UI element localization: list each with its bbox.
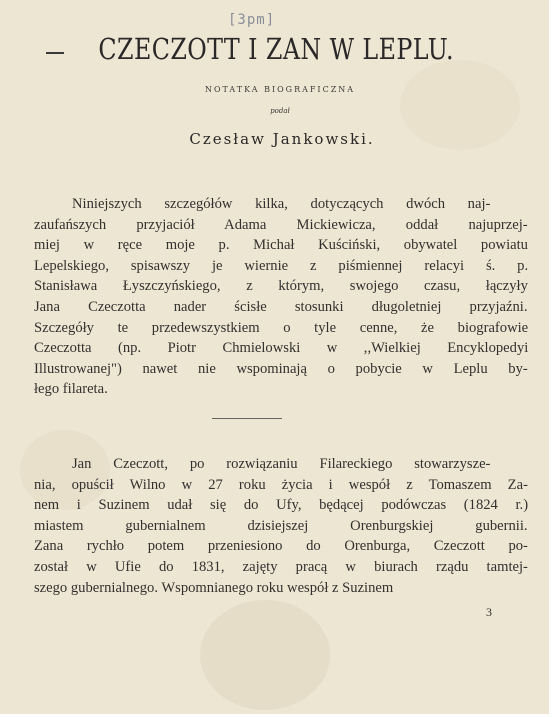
document-subtitle: NOTATKA BIOGRAFICZNA (204, 85, 356, 94)
byline-label: podał (270, 107, 290, 115)
text-line: został w Ufie do 1831, zajęty pracą w biurach rządu tamtej- (34, 558, 528, 575)
text-line: Niniejszych szczegółów kilka, dotyczących dwóch naj- (72, 196, 491, 212)
paragraph-intro (34, 194, 528, 400)
text-line: szego gubernialnego. Wspomnianego roku wespół z Suzinem (34, 579, 394, 596)
text-line: Zana rychło potem przeniesiono do Orenburga, Czeczott po- (34, 538, 528, 555)
page-number: 3 (486, 605, 492, 619)
text-line: zaufańszych przyjaciół Adama Mickiewicza, oddał najuprzej- (34, 216, 528, 233)
pencil-annotation: [3pm] (228, 12, 276, 28)
text-line: łego filareta. (34, 381, 108, 398)
paragraph-main (34, 454, 528, 598)
text-line: nem i Suzinem udał się do Ufy, będącej podówczas (1824 r.) (34, 497, 528, 514)
text-line: nia, opuścił Wilno w 27 roku życia i wespół z Tomaszem Za- (34, 476, 528, 493)
text-line: Szczegóły te przedewszystkiem o tyle cenne, że biografowie (34, 319, 528, 336)
text-line: Jan Czeczott, po rozwiązaniu Filareckiego stowarzysze- (72, 456, 491, 472)
text-line: Jana Czeczotta nader ścisłe stosunki długoletniej przyjaźni. (34, 298, 528, 315)
section-divider (212, 418, 282, 419)
text-line: miej w ręce moje p. Michał Kuściński, obywatel powiatu (34, 237, 528, 254)
document-title: CZECZOTT I ZAN W LEPLU. (98, 32, 454, 66)
paper-stain (200, 600, 330, 710)
text-line: Czeczotta (np. Piotr Chmielowski w ,,Wielkiej Encyklopedyi (34, 340, 528, 357)
text-line: miastem gubernialnem dzisiejszej Orenburgskiej gubernii. (34, 517, 528, 534)
author-name: Czesław Jankowski. (189, 130, 375, 148)
text-line: Illustrowanej") nawet nie wspominają o pobycie w Leplu by- (34, 360, 528, 377)
text-line: Stanisława Łyszczyńskiego, z którym, swojego czasu, łączyły (34, 278, 528, 295)
text-line: Lepelskiego, spisawszy je wiernie z piśmiennej relacyi ś. p. (34, 257, 528, 274)
